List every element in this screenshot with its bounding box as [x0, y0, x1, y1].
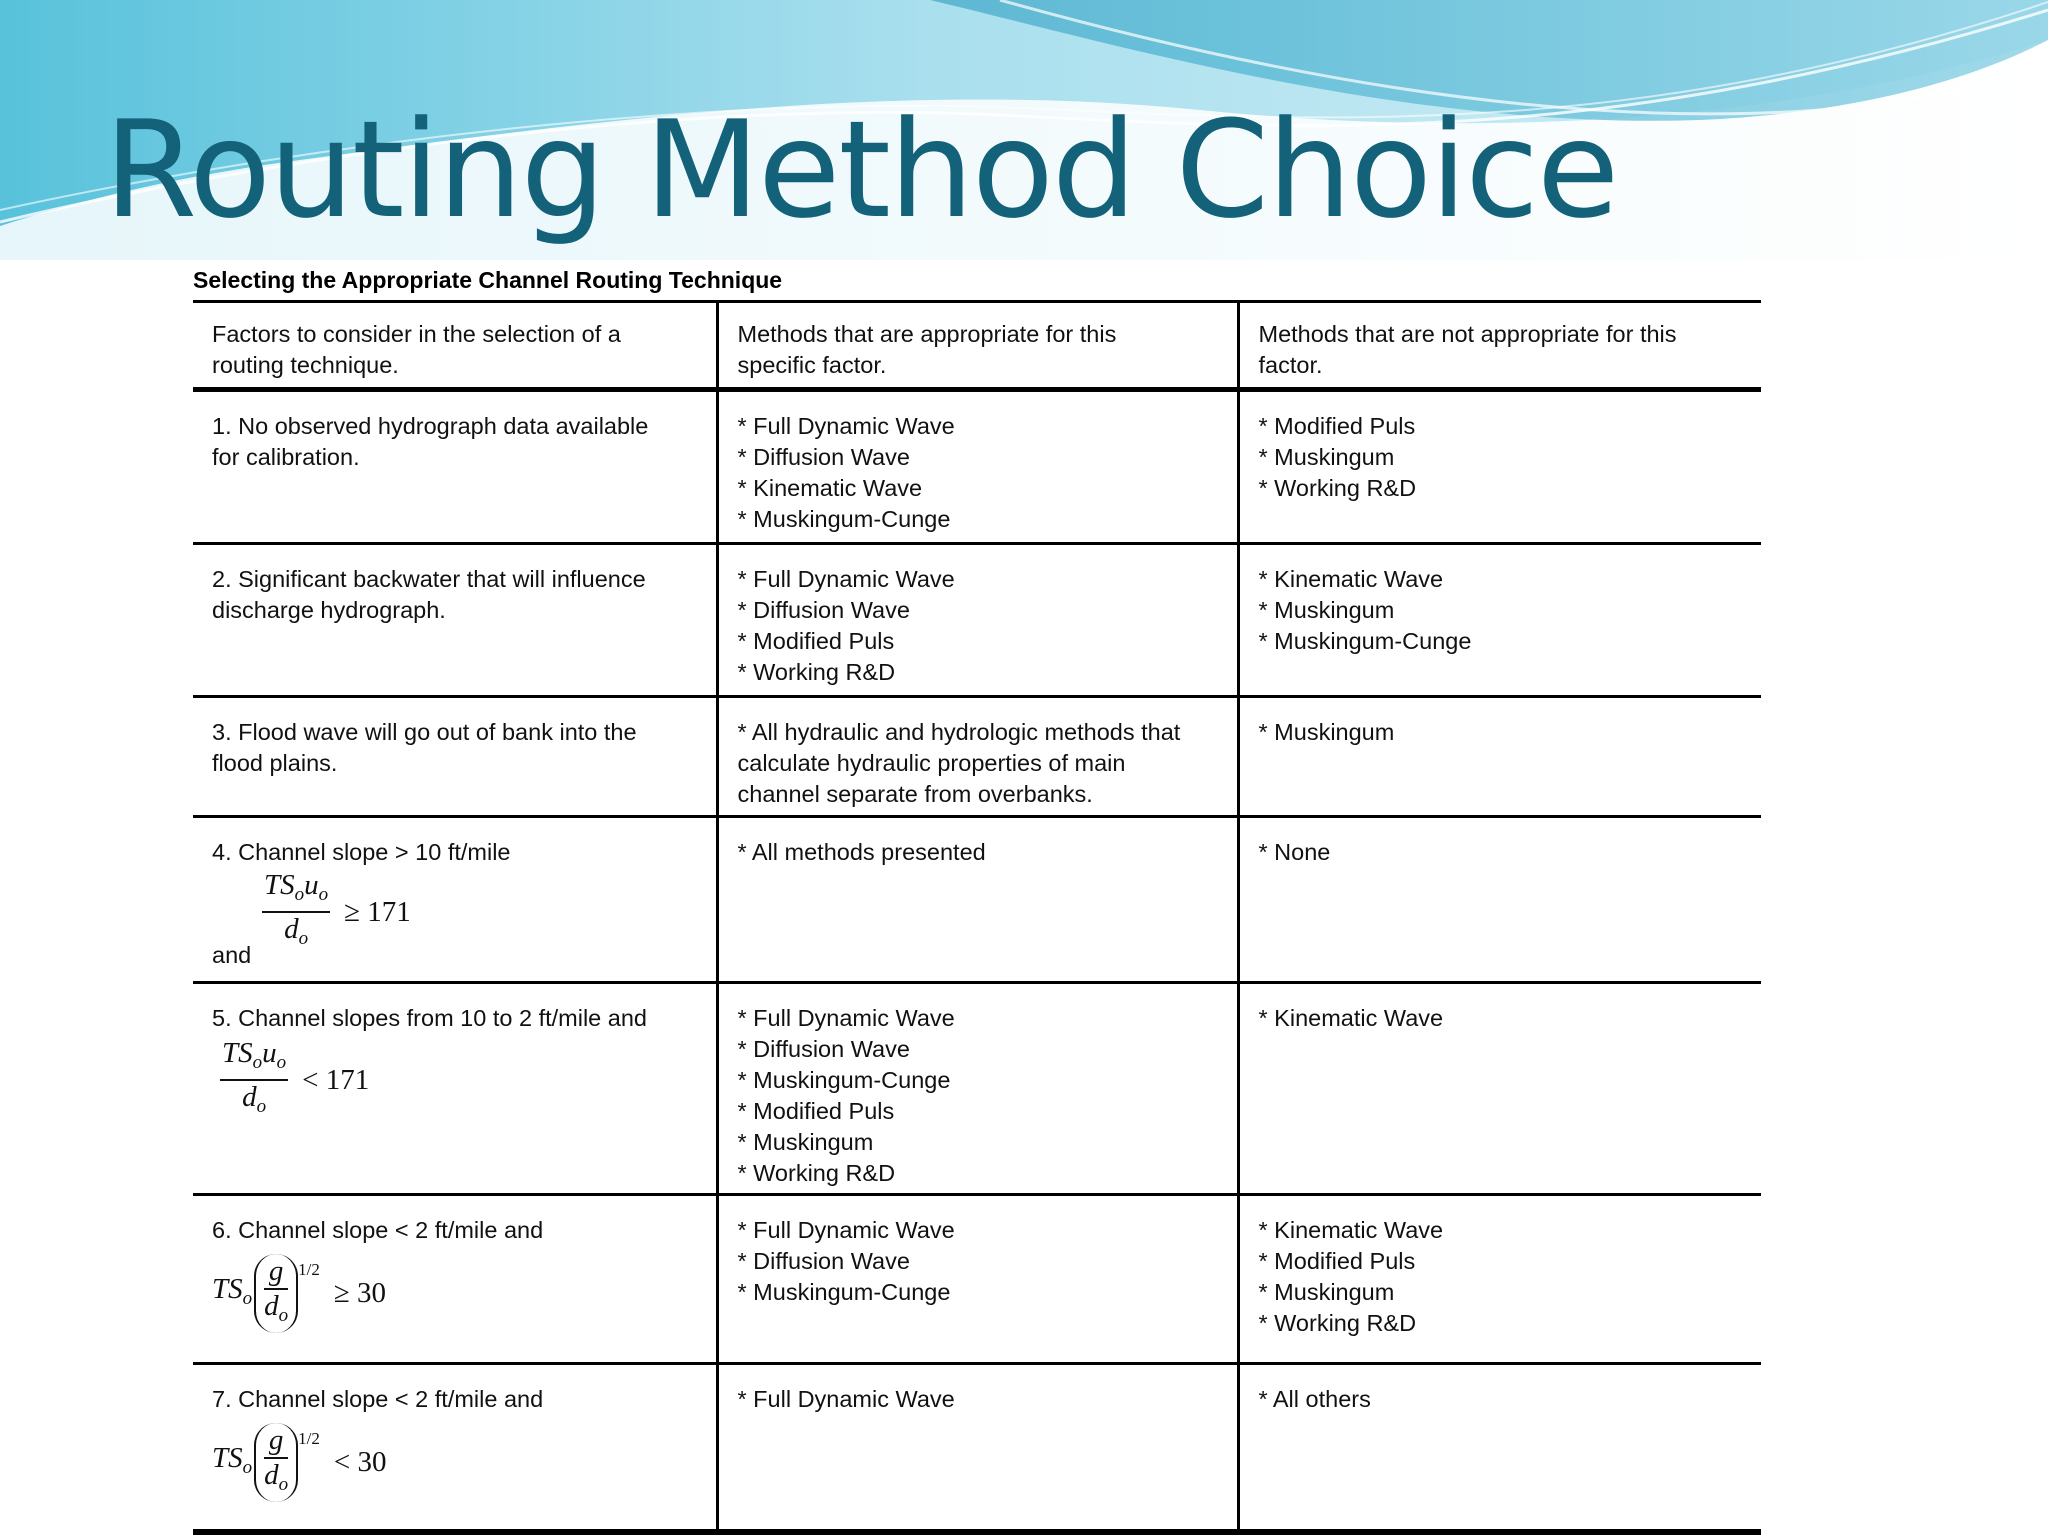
method-item: * Muskingum-Cunge: [737, 506, 951, 532]
formula-denominator: [264, 1460, 288, 1500]
method-item: * None: [1258, 839, 1331, 865]
method-item: * Working R&D: [1258, 1310, 1417, 1336]
formula-fraction: [264, 1425, 288, 1500]
method-item: * Muskingum-Cunge: [737, 1279, 951, 1305]
not-appropriate-methods-cell: [1238, 817, 1761, 983]
formula-lead: [212, 1443, 252, 1483]
method-item: * Muskingum: [1258, 1279, 1395, 1305]
method-item: * Kinematic Wave: [1258, 1005, 1444, 1031]
slope-formula: [212, 1254, 700, 1333]
table-row: [193, 1364, 1761, 1533]
not-appropriate-methods-cell: [1238, 390, 1761, 544]
header-text-line: specific factor.: [737, 352, 887, 378]
formula-term: d: [284, 913, 299, 945]
method-item: * Muskingum: [737, 1129, 874, 1155]
factor-cell: [193, 697, 717, 817]
method-item: channel separate from overbanks.: [737, 781, 1093, 807]
formula-numerator: g: [268, 1424, 284, 1456]
formula-term: TS: [222, 1037, 253, 1069]
formula-relation: < 30: [333, 1446, 387, 1478]
appropriate-methods-cell: [717, 817, 1238, 983]
formula-subscript: o: [278, 1305, 289, 1326]
appropriate-methods-cell: [717, 697, 1238, 817]
table-header-row: [193, 302, 1761, 390]
method-item: * All methods presented: [737, 839, 986, 865]
formula-relation: ≥ 30: [333, 1277, 387, 1309]
method-item: * Full Dynamic Wave: [737, 566, 955, 592]
formula-term: u: [304, 869, 319, 901]
formula-denominator: [284, 914, 308, 954]
formula-subscript: o: [298, 928, 309, 949]
method-item: * Full Dynamic Wave: [737, 1005, 955, 1031]
factor-and-label: and: [212, 942, 252, 968]
method-item: * Muskingum: [1258, 444, 1395, 470]
factor-line: flood plains.: [212, 750, 338, 776]
method-item: * Kinematic Wave: [737, 475, 923, 501]
not-appropriate-methods-cell: [1238, 1195, 1761, 1364]
factor-cell: [193, 1364, 717, 1533]
formula-subscript: o: [242, 1456, 253, 1478]
table-row: [193, 1195, 1761, 1364]
header-text-line: routing technique.: [212, 352, 399, 378]
header-not-appropriate: [1238, 302, 1761, 390]
factor-cell: [193, 390, 717, 544]
froude-formula: [220, 1038, 700, 1122]
appropriate-methods-cell: [717, 983, 1238, 1195]
method-item: * Modified Puls: [1258, 1248, 1416, 1274]
method-item: * All others: [1258, 1386, 1371, 1412]
method-item: * Muskingum: [1258, 597, 1395, 623]
formula-term: d: [264, 1459, 279, 1491]
method-item: * Diffusion Wave: [737, 1248, 910, 1274]
factor-line: for calibration.: [212, 444, 360, 470]
formula-term: d: [264, 1290, 279, 1322]
formula-term: d: [242, 1081, 257, 1113]
method-item: * Muskingum-Cunge: [737, 1067, 951, 1093]
routing-technique-table: [193, 300, 1761, 1535]
formula-denominator: [264, 1291, 288, 1331]
formula-numerator: [262, 870, 330, 910]
header-text-line: factor.: [1258, 352, 1323, 378]
formula-numerator: [220, 1038, 288, 1078]
table-row: [193, 544, 1761, 697]
method-item: * Modified Puls: [737, 1098, 895, 1124]
formula-relation: ≥ 171: [344, 895, 411, 928]
formula-fraction: [220, 1038, 288, 1122]
formula-subscript: o: [252, 1052, 263, 1073]
method-item: * Kinematic Wave: [1258, 1217, 1444, 1243]
table-row: [193, 390, 1761, 544]
appropriate-methods-cell: [717, 544, 1238, 697]
formula-fraction: [264, 1256, 288, 1331]
header-text-line: Methods that are appropriate for this: [737, 321, 1117, 347]
header-appropriate: [717, 302, 1238, 390]
formula-subscript: o: [278, 1474, 289, 1495]
not-appropriate-methods-cell: [1238, 983, 1761, 1195]
factor-line: 1. No observed hydrograph data available: [212, 413, 649, 439]
method-item: * Diffusion Wave: [737, 444, 910, 470]
method-item: * Full Dynamic Wave: [737, 1217, 955, 1243]
formula-lead: [212, 1274, 252, 1314]
not-appropriate-methods-cell: [1238, 544, 1761, 697]
header-factors: [193, 302, 717, 390]
factor-line: 2. Significant backwater that will influence: [212, 566, 646, 592]
method-item: * All hydraulic and hydrologic methods that: [737, 719, 1181, 745]
method-item: * Diffusion Wave: [737, 597, 910, 623]
formula-relation: < 171: [302, 1063, 370, 1096]
formula-exponent: 1/2: [298, 1260, 320, 1279]
factor-cell: [193, 544, 717, 697]
not-appropriate-methods-cell: [1238, 1364, 1761, 1533]
formula-subscript: o: [294, 884, 305, 905]
method-item: * Modified Puls: [737, 628, 895, 654]
formula-exponent: 1/2: [298, 1429, 320, 1448]
method-item: * Working R&D: [1258, 475, 1417, 501]
routing-table-block: [193, 260, 1761, 1535]
factor-cell: [193, 817, 717, 983]
method-item: * Modified Puls: [1258, 413, 1416, 439]
formula-denominator: [242, 1082, 266, 1122]
formula-term: TS: [264, 869, 295, 901]
table-caption: Selecting the Appropriate Channel Routing Technique: [193, 267, 783, 293]
formula-numerator: g: [268, 1255, 284, 1287]
appropriate-methods-cell: [717, 390, 1238, 544]
table-row: [193, 697, 1761, 817]
factor-cell: [193, 983, 717, 1195]
not-appropriate-methods-cell: [1238, 697, 1761, 817]
header-text-line: Factors to consider in the selection of a: [212, 321, 621, 347]
formula-subscript: o: [256, 1096, 267, 1117]
formula-term: TS: [212, 1272, 243, 1305]
method-item: * Working R&D: [737, 659, 896, 685]
factor-cell: [193, 1195, 717, 1364]
appropriate-methods-cell: [717, 1195, 1238, 1364]
formula-parenthesis: [254, 1254, 298, 1333]
appropriate-methods-cell: [717, 1364, 1238, 1533]
method-item: * Full Dynamic Wave: [737, 413, 955, 439]
method-item: * Full Dynamic Wave: [737, 1386, 955, 1412]
formula-subscript: o: [276, 1052, 287, 1073]
method-item: * Muskingum-Cunge: [1258, 628, 1472, 654]
formula-term: u: [262, 1037, 277, 1069]
factor-line: 3. Flood wave will go out of bank into the: [212, 719, 637, 745]
method-item: * Kinematic Wave: [1258, 566, 1444, 592]
formula-subscript: o: [318, 884, 329, 905]
formula-term: TS: [212, 1441, 243, 1474]
table-row: [193, 983, 1761, 1195]
table-row: [193, 817, 1761, 983]
formula-parenthesis: [254, 1423, 298, 1502]
method-item: calculate hydraulic properties of main: [737, 750, 1126, 776]
method-item: * Working R&D: [737, 1160, 896, 1186]
factor-line: discharge hydrograph.: [212, 597, 446, 623]
formula-fraction: [262, 870, 330, 954]
formula-subscript: o: [242, 1287, 253, 1309]
header-text-line: Methods that are not appropriate for this: [1258, 321, 1677, 347]
factor-line: 5. Channel slopes from 10 to 2 ft/mile and: [212, 1005, 647, 1031]
factor-line: 4. Channel slope > 10 ft/mile: [212, 839, 511, 865]
factor-line: 6. Channel slope < 2 ft/mile and: [212, 1217, 544, 1243]
factor-line: 7. Channel slope < 2 ft/mile and: [212, 1386, 544, 1412]
slope-formula: [212, 1423, 700, 1502]
slide-title: Routing Method Choice: [104, 92, 1618, 248]
method-item: * Diffusion Wave: [737, 1036, 910, 1062]
method-item: * Muskingum: [1258, 719, 1395, 745]
